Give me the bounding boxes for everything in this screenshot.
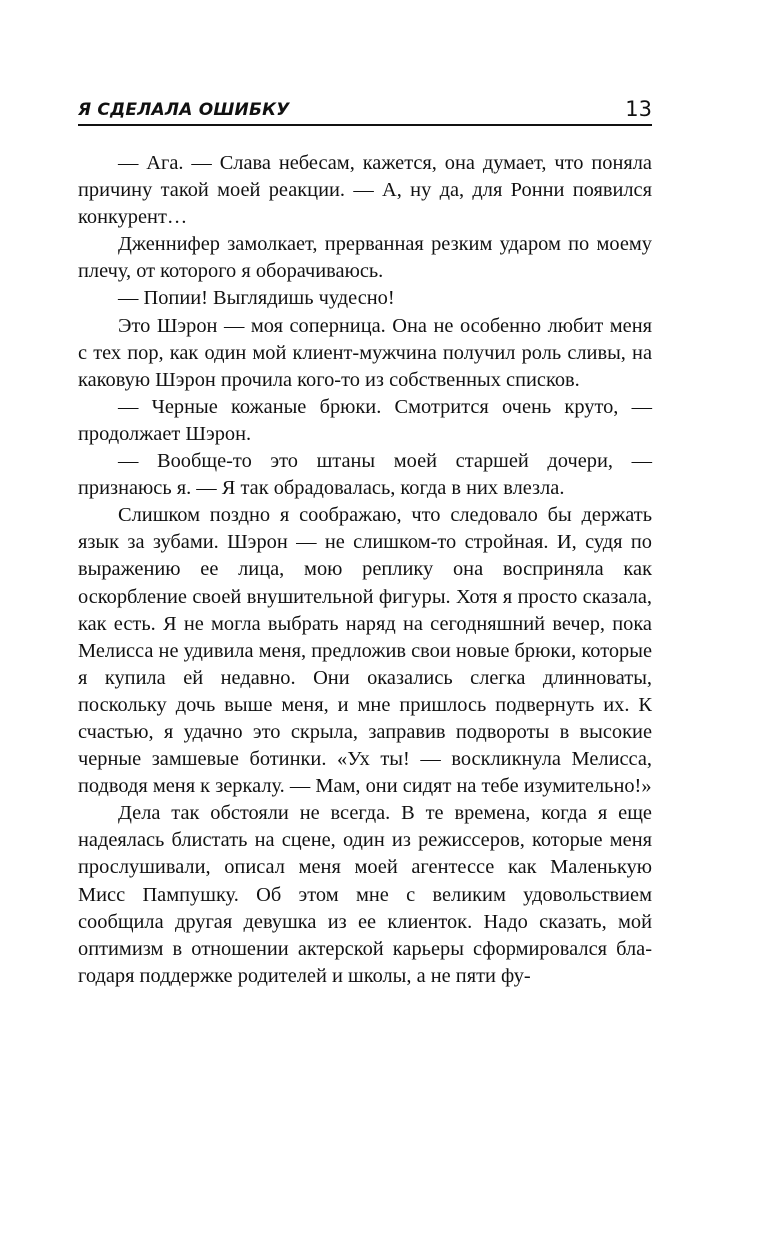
page-number: 13 xyxy=(625,97,652,121)
paragraph: — Попии! Выглядишь чудесно! xyxy=(118,287,395,310)
paragraph: Слишком поздно я соображаю, что следовало бы держать язык за зубами. Шэрон — не слишком-то стройная. И, судя по выражению ее лица, мою реплику она восприняла как оскорбление своей внушительной фигуры. Хотя я просто сказала, как есть. Я не могла выбрать наряд на сегодняшний вечер, пока Мелисса не удивила меня, предложив свои новые брюки, которые я купила ей недавно. Они оказались слегка длинноваты, поскольку дочь выше меня, и мне пришлось подвернуть их. К счастью, я удачно это скрыла, заправив подвороты в высокие черные замшевые ботинки. «Ух ты! — воскликнула Мелисса, подводя меня к зеркалу. — Мам, они сидят на тебе изумительно!» xyxy=(78,504,652,798)
paragraph: Дженнифер замолкает, прерванная резким ударом по моему плечу, от которого я оборачиваюсь. xyxy=(78,233,652,283)
body-text xyxy=(78,150,652,990)
running-header xyxy=(78,92,652,126)
running-title: Я СДЕЛАЛА ОШИБКУ xyxy=(78,100,290,120)
paragraph: — Ага. — Слава небесам, кажется, она думает, что поняла причину такой моей реакции. — А, ну да, для Ронни появился конкурент… xyxy=(78,152,652,229)
paragraph: Это Шэрон — моя соперница. Она не особенно любит меня с тех пор, как один мой клиент-мужчина получил роль сливы, на каковую Шэрон прочила кого-то из собственных списков. xyxy=(78,314,652,391)
paragraph: — Черные кожаные брюки. Смотрится очень круто, — продолжает Шэрон. xyxy=(78,395,652,445)
book-page xyxy=(78,92,652,990)
paragraph: Дела так обстояли не всегда. В те времена, когда я еще надеялась блистать на сцене, один из режиссеров, которые меня прослушивали, описал меня моей агентессе как Маленькую Мисс Пампушку. Об этом мне с великим удовольствием сообщила другая девушка из ее клиенток. Надо сказать, мой оптимизм в отношении актерской карьеры сформировался благодаря поддержке родителей и школы, а не пяти фу- xyxy=(78,802,652,987)
paragraph: — Вообще-то это штаны моей старшей дочери, — признаюсь я. — Я так обрадовалась, когда в них влезла. xyxy=(78,450,652,500)
